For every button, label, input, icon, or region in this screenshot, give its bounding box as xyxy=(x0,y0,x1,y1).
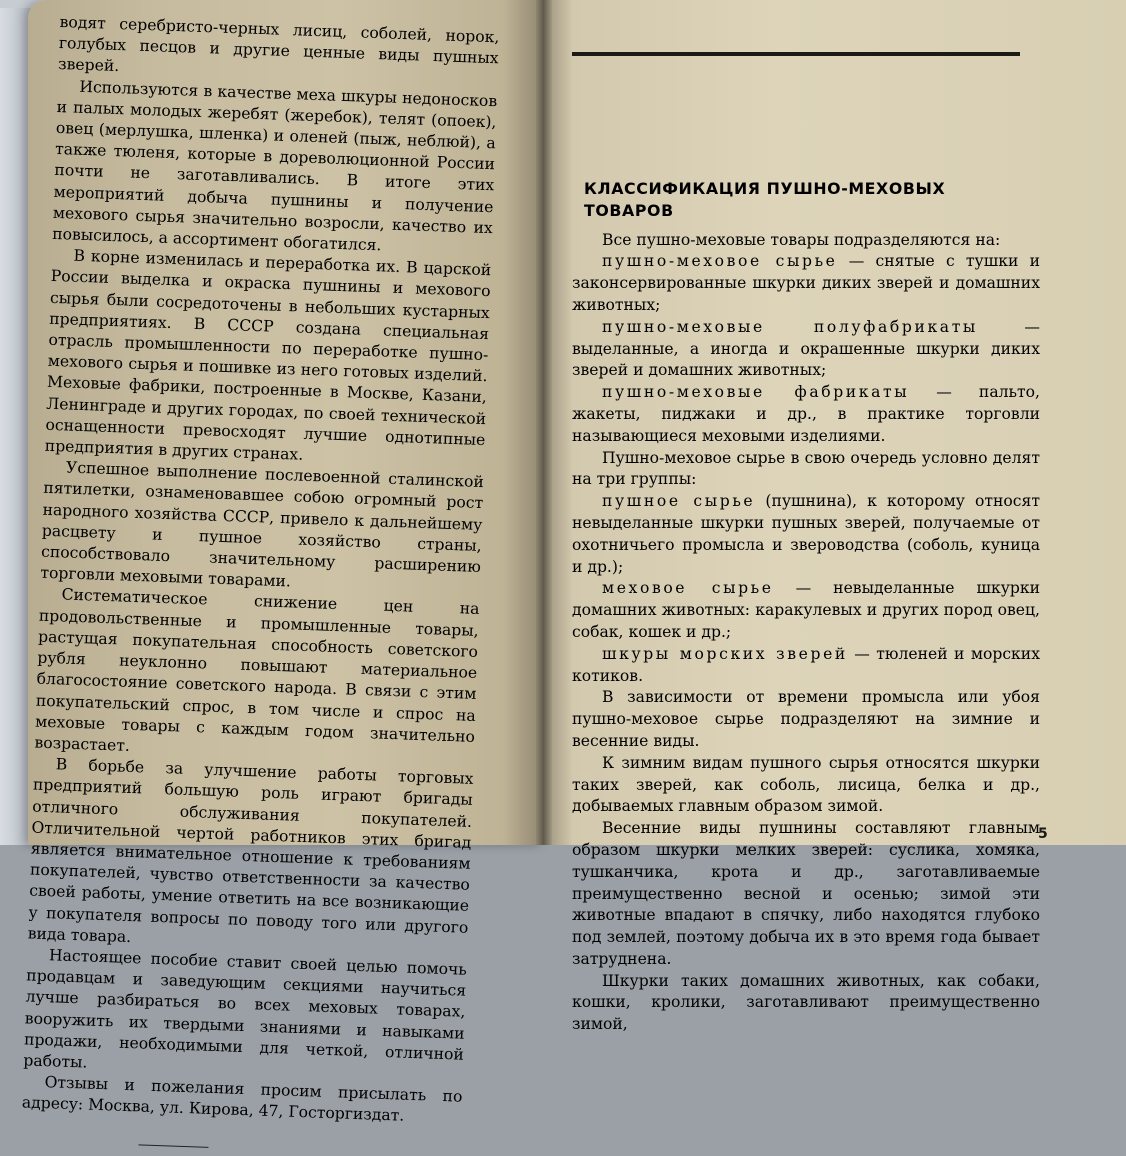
term: пушно-меховое сырье xyxy=(602,252,838,271)
paragraph: Успешное выполнение послевоенной сталинской пятилетки, ознаменовавшее собою огромный рост народного хозяйства СССР, привело к дальнейшему расцвету и пушное хозяйство страны, способствовало значительному расширению торговли меховыми товарами. xyxy=(40,458,485,591)
page-number: 5 xyxy=(1038,826,1048,842)
paragraph: Настоящее пособие ставит своей целью помочь продавцам и заведующим секциями научиться лучше разбираться во всех меховых товарах, вооружить их твердыми знаниями и навыками продажи, необходимыми для четкой, отличной работы. xyxy=(23,946,468,1072)
header-rule xyxy=(572,52,1020,56)
paragraph: Шкурки таких домашних животных, как собаки, кошки, кролики, заготавливают преимущественно зимой, xyxy=(572,971,1040,1034)
paragraph: В борьбе за улучшение работы торговых предприятий большую роль играют бригады отличного обслуживания покупателей. Отличительной чертой работников этих бригад является внимательное отношение к требованиям покупателей, чувство ответственности за качество своей работы, умение ответить на все возникающие у покупателя вопросы по поводу того или другого вида товара. xyxy=(27,755,474,946)
paragraph: Систематическое снижение цен на продовольственные и промышленные товары, растущая покупательная способность советского рубля неуклонно повышают материальное благосостояние советского народа. В связи с этим покупательский спрос, в том числе и спрос на меховые товары с каждым годом значительно возрастает. xyxy=(34,585,480,755)
paragraph: водят серебристо-черных лисиц, соболей, норок, голубых песцов и другие ценные виды пушных зверей. xyxy=(57,12,500,76)
paragraph: В зависимости от времени промысла или убоя пушно-меховое сырье подразделяют на зимние и весенние виды. xyxy=(572,688,1040,750)
book-gutter xyxy=(536,0,552,845)
paragraph: К зимним видам пушного сырья относятся шкурки таких зверей, как соболь, лисица, белка и др., добываемых главным образом зимой. xyxy=(572,753,1040,816)
paragraph: пушно-меховые фабрикаты — пальто, жакеты, пиджаки и др., в практике торговли называющиеся меховыми изделиями. xyxy=(572,383,1040,445)
left-page-text xyxy=(21,12,500,1156)
paragraph: Все пушно-меховые товары подразделяются на: xyxy=(602,230,1001,249)
term: меховое сырье xyxy=(602,579,774,598)
section-heading: КЛАССИФИКАЦИЯ ПУШНО-МЕХОВЫХ ТОВАРОВ xyxy=(584,179,946,220)
paragraph: В корне изменилась и переработка их. В царской России выделка и окраска пушнины и мехового сырья были сосредоточены в небольших кустарных предприятиях. В СССР создана специальная отрасль промышленности по переработке пушно-мехового сырья и пошивке из него готовых изделий. Меховые фабрики, построенные в Москве, Казани, Ленинграде и других городах, по своей технической оснащенности превосходят лучшие однотипные предприятия в других странах. xyxy=(44,246,492,464)
term: пушно-меховые полуфабрикаты xyxy=(602,317,978,336)
right-page-text xyxy=(572,44,1040,1036)
paragraph: Весенние виды пушнины составляют главным образом шкурки мелких зверей: суслика, хомяка, тушканчика, крота и др., заготавливаемые преимущественно весной и осенью; зимой эти животные впадают в спячку, либо находятся глубоко под землей, поэтому добыча их в это время года бывает затруднена. xyxy=(572,819,1040,968)
end-rule xyxy=(139,1144,209,1147)
paragraph: меховое сырье — невыделанные шкурки домашних животных: каракулевых и других пород овец, собак, кошек и др.; xyxy=(572,579,1040,641)
paragraph: Пушно-меховое сырье в свою очередь условно делят на три группы: xyxy=(572,448,1040,489)
paragraph: пушное сырье (пушнина), к которому относят невыделанные шкурки пушных зверей, получаемые от охотничьего промысла и звероводства (соболь, куница и др.); xyxy=(572,492,1040,576)
paragraph: пушно-меховые полуфабрикаты — выделанные, а иногда и окрашенные шкурки диких зверей и домашних животных; xyxy=(572,317,1040,380)
term: шкуры морских зверей xyxy=(602,644,848,663)
paragraph: Используются в качестве меха шкуры недоносков и палых молодых жеребят (жеребок), телят (опоек), овец (мерлушка, шленка) и оленей (пыж, неблюй), а также тюленя, которые в дореволюционной России почти не заготавливались. В итоге этих мероприятий добыча пушнины и получение мехового сырья значительно возросли, качество их повысилось, а ассортимент обогатился. xyxy=(51,77,498,255)
term: пушно-меховые фабрикаты xyxy=(602,383,910,402)
paragraph: шкуры морских зверей — тюленей и морских котиков. xyxy=(572,644,1040,685)
paragraph: Отзывы и пожелания просим присылать по адресу: Москва, ул. Кирова, 47, Госторгиздат. xyxy=(21,1073,463,1126)
term: пушное сырье xyxy=(602,492,756,511)
paragraph: пушно-меховое сырье — снятые с тушки и законсервированные шкурки диких зверей и домашних животных; xyxy=(572,252,1040,314)
